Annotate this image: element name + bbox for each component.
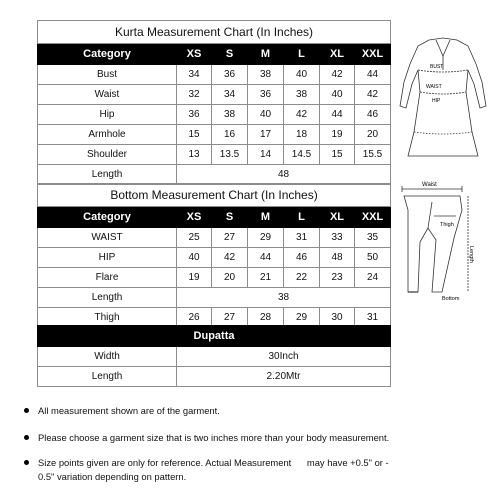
cell: 30 — [320, 308, 355, 328]
cell: 32 — [177, 85, 212, 105]
row-label: Flare — [38, 268, 177, 288]
table-row — [38, 125, 391, 145]
cell: 48 — [320, 248, 355, 268]
cell: 42 — [212, 248, 248, 268]
cell: 30Inch — [177, 347, 391, 367]
cell: 13 — [177, 145, 212, 165]
cell: 38 — [212, 105, 248, 125]
cell: 38 — [248, 65, 284, 85]
cell: 46 — [284, 248, 320, 268]
cell: 23 — [320, 268, 355, 288]
cell: 13.5 — [212, 145, 248, 165]
cell: 44 — [248, 248, 284, 268]
header-xl: XL — [320, 44, 355, 65]
dupatta-table — [37, 325, 391, 387]
cell: 38 — [177, 288, 391, 308]
row-label: Length — [38, 165, 177, 185]
cell: 42 — [320, 65, 355, 85]
row-label: WAIST — [38, 228, 177, 248]
kurta-table-title: Kurta Measurement Chart (In Inches) — [38, 21, 391, 44]
cell: 29 — [248, 228, 284, 248]
cell: 2.20Mtr — [177, 367, 391, 387]
cell: 20 — [355, 125, 391, 145]
cell: 24 — [355, 268, 391, 288]
cell: 34 — [177, 65, 212, 85]
pants-illustration — [398, 180, 476, 306]
cell: 22 — [284, 268, 320, 288]
pants-waist-label: Waist — [422, 182, 437, 188]
cell: 14 — [248, 145, 284, 165]
header-s: S — [212, 44, 248, 65]
pants-bottom-label: Bottom — [442, 296, 460, 302]
cell: 28 — [248, 308, 284, 328]
dupatta-title: Dupatta — [38, 326, 391, 347]
cell: 38 — [284, 85, 320, 105]
cell: 40 — [248, 105, 284, 125]
table-row — [38, 85, 391, 105]
row-label: Thigh — [38, 308, 177, 328]
table-row — [38, 268, 391, 288]
header-xxl: XXL — [355, 44, 391, 65]
table-row — [38, 145, 391, 165]
row-label: Hip — [38, 105, 177, 125]
bullet-icon — [24, 435, 29, 440]
row-label: Width — [38, 347, 177, 367]
cell: 44 — [355, 65, 391, 85]
cell: 42 — [284, 105, 320, 125]
cell: 21 — [248, 268, 284, 288]
waist-label: WAIST — [426, 84, 442, 90]
cell: 40 — [177, 248, 212, 268]
cell: 15 — [177, 125, 212, 145]
cell: 15.5 — [355, 145, 391, 165]
header-xxl: XXL — [355, 207, 391, 228]
table-row — [38, 367, 391, 387]
row-label: Armhole — [38, 125, 177, 145]
cell: 36 — [248, 85, 284, 105]
cell: 27 — [212, 308, 248, 328]
table-row — [38, 165, 391, 185]
cell: 29 — [284, 308, 320, 328]
table-row — [38, 228, 391, 248]
cell: 44 — [320, 105, 355, 125]
cell: 48 — [177, 165, 391, 185]
row-label: Length — [38, 288, 177, 308]
note-1: All measurement shown are of the garment. — [38, 405, 220, 416]
cell: 50 — [355, 248, 391, 268]
bottom-measurement-table — [37, 183, 391, 328]
row-label: Length — [38, 367, 177, 387]
cell: 27 — [212, 228, 248, 248]
cell: 36 — [212, 65, 248, 85]
cell: 46 — [355, 105, 391, 125]
note-3: Size points given are only for reference. Actual Measurement may have +0.5" or - — [38, 457, 389, 468]
cell: 31 — [284, 228, 320, 248]
cell: 20 — [212, 268, 248, 288]
cell: 42 — [355, 85, 391, 105]
table-row — [38, 347, 391, 367]
header-l: L — [284, 44, 320, 65]
kurta-measurement-table — [37, 20, 391, 185]
note-3-continued: 0.5" variation depending on pattern. — [38, 471, 187, 482]
row-label: Shoulder — [38, 145, 177, 165]
note-2: Please choose a garment size that is two inches more than your body measurement. — [38, 432, 390, 443]
cell: 19 — [320, 125, 355, 145]
header-s: S — [212, 207, 248, 228]
cell: 36 — [177, 105, 212, 125]
header-xs: XS — [177, 207, 212, 228]
table-row — [38, 105, 391, 125]
header-m: M — [248, 44, 284, 65]
cell: 34 — [212, 85, 248, 105]
cell: 31 — [355, 308, 391, 328]
bottom-table-title: Bottom Measurement Chart (In Inches) — [38, 184, 391, 207]
hip-label: HIP — [432, 98, 441, 104]
cell: 40 — [284, 65, 320, 85]
cell: 16 — [212, 125, 248, 145]
header-xl: XL — [320, 207, 355, 228]
cell: 18 — [284, 125, 320, 145]
header-category: Category — [38, 44, 177, 65]
cell: 26 — [177, 308, 212, 328]
cell: 40 — [320, 85, 355, 105]
bust-label: BUST — [430, 64, 444, 70]
cell: 33 — [320, 228, 355, 248]
header-l: L — [284, 207, 320, 228]
pants-thigh-label: Thigh — [440, 222, 454, 228]
row-label: Waist — [38, 85, 177, 105]
table-row — [38, 288, 391, 308]
row-label: HIP — [38, 248, 177, 268]
cell: 15 — [320, 145, 355, 165]
cell: 35 — [355, 228, 391, 248]
bullet-icon — [24, 408, 29, 413]
table-row — [38, 248, 391, 268]
cell: 17 — [248, 125, 284, 145]
header-category: Category — [38, 207, 177, 228]
cell: 25 — [177, 228, 212, 248]
cell: 14.5 — [284, 145, 320, 165]
kurta-illustration — [396, 36, 490, 162]
pants-length-label: Length — [468, 246, 474, 263]
bullet-icon — [24, 460, 29, 465]
header-xs: XS — [177, 44, 212, 65]
header-m: M — [248, 207, 284, 228]
cell: 19 — [177, 268, 212, 288]
row-label: Bust — [38, 65, 177, 85]
table-row — [38, 65, 391, 85]
